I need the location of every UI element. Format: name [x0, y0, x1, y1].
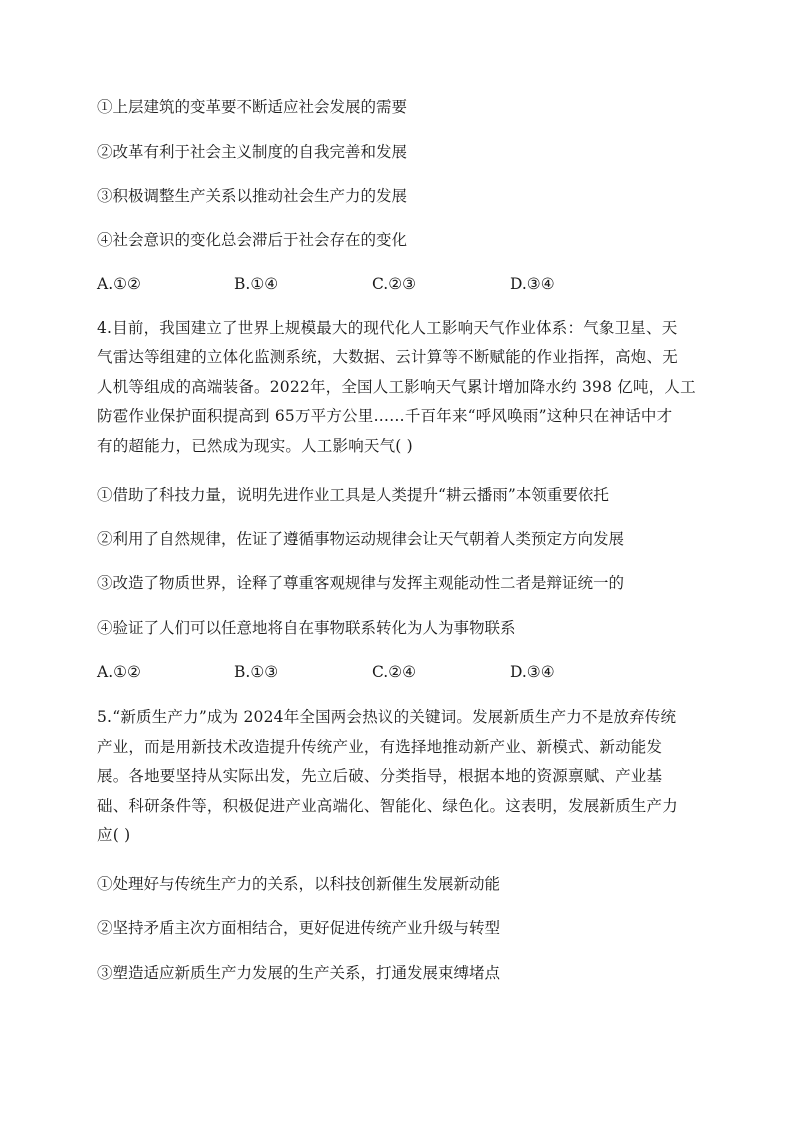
q5-stem-line-5: 应( ) [97, 826, 131, 844]
q5-stem-line-4: 础、科研条件等，积极促进产业高端化、智能化、绿色化。这表明，发展新质生产力 [97, 797, 678, 815]
q3-statement-1: ①上层建筑的变革要不断适应社会发展的需要 [97, 98, 408, 116]
q3-statement-2: ②改革有利于社会主义制度的自我完善和发展 [97, 143, 408, 161]
q4-statement-4: ④验证了人们可以任意地将自在事物联系转化为人为事物联系 [97, 619, 516, 637]
q5-stem-line-2: 产业，而是用新技术改造提升传统产业，有选择地推动新产业、新模式、新动能发 [97, 738, 663, 756]
q3-statement-4: ④社会意识的变化总会滞后于社会存在的变化 [97, 231, 408, 249]
q4-statement-1: ①借助了科技力量，说明先进作业工具是人类提升“耕云播雨”本领重要依托 [97, 486, 609, 504]
q4-options [97, 662, 697, 682]
q3-options [97, 274, 697, 294]
q4-stem-line-4: 防雹作业保护面积提高到 65万平方公里……千百年来“呼风唤雨”这种只在神话中才 [97, 407, 673, 425]
q3-option-c: C.②③ [372, 275, 417, 293]
q5-statement-2: ②坚持矛盾主次方面相结合，更好促进传统产业升级与转型 [97, 919, 501, 937]
q5-stem-line-3: 展。各地要坚持从实际出发，先立后破、分类指导，根据本地的资源禀赋、产业基 [97, 767, 663, 785]
q3-statement-3: ③积极调整生产关系以推动社会生产力的发展 [97, 187, 408, 205]
q4-option-d: D.③④ [510, 663, 555, 681]
q4-statement-2: ②利用了自然规律，佐证了遵循事物运动规律会让天气朝着人类预定方向发展 [97, 530, 625, 548]
q4-stem-line-5: 有的超能力，已然成为现实。人工影响天气( ) [97, 437, 413, 455]
q4-option-c: C.②④ [372, 663, 417, 681]
q5-statement-3: ③塑造适应新质生产力发展的生产关系，打通发展束缚堵点 [97, 964, 501, 982]
q3-option-a: A.①② [97, 275, 141, 293]
q4-stem-line-1: 4.目前，我国建立了世界上规模最大的现代化人工影响天气作业体系：气象卫星、天 [97, 319, 678, 337]
q5-statement-1: ①处理好与传统生产力的关系，以科技创新催生发展新动能 [97, 875, 501, 893]
q4-stem-line-2: 气雷达等组建的立体化监测系统，大数据、云计算等不断赋能的作业指挥，高炮、无 [97, 348, 678, 366]
q3-option-b: B.①④ [234, 275, 279, 293]
q3-option-d: D.③④ [510, 275, 555, 293]
q5-stem-line-1: 5.“新质生产力”成为 2024年全国两会热议的关键词。发展新质生产力不是放弃传统 [97, 708, 677, 726]
q4-option-b: B.①③ [234, 663, 279, 681]
q4-stem-line-3: 人机等组成的高端装备。2022年，全国人工影响天气累计增加降水约 398 亿吨，人工 [97, 378, 696, 396]
q4-statement-3: ③改造了物质世界，诠释了尊重客观规律与发挥主观能动性二者是辩证统一的 [97, 574, 625, 592]
q4-option-a: A.①② [97, 663, 141, 681]
